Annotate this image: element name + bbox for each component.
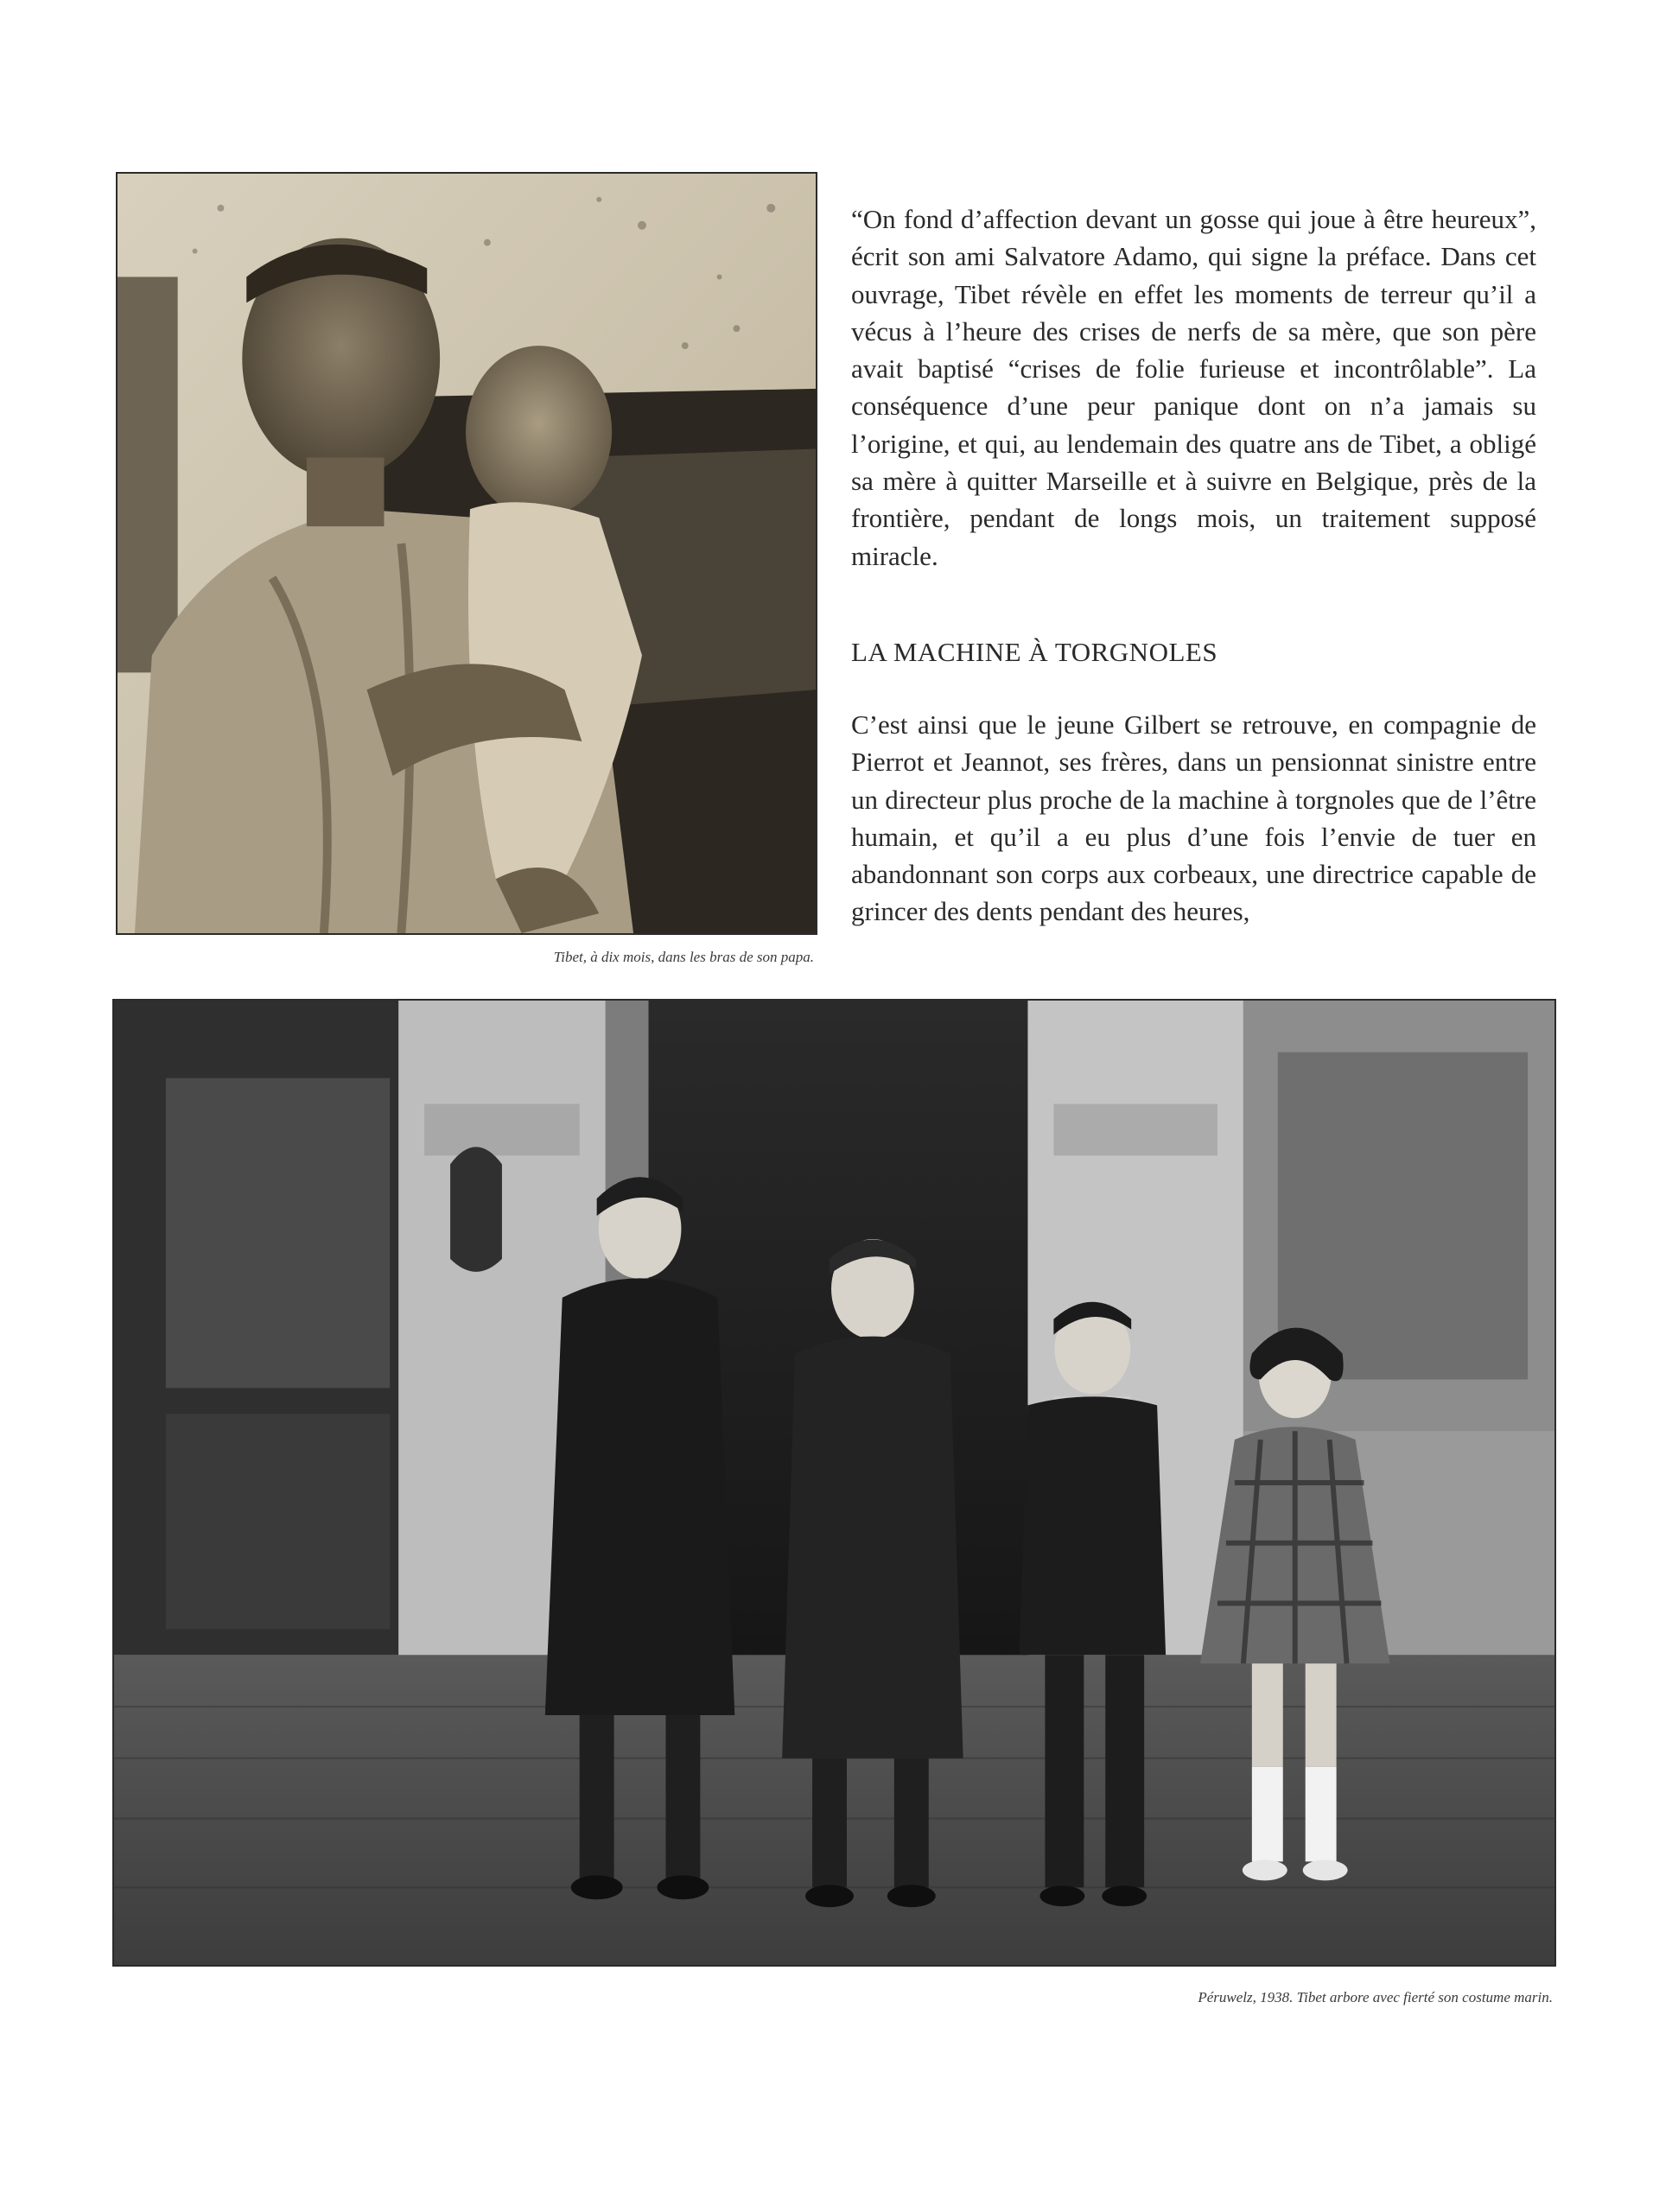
paragraph-2: C’est ainsi que le jeune Gilbert se retrouve, en compagnie de Pierrot et Jeannot, ses frères, dans un pensionnat sinistre entre un directeur plus proche de la machine à torgnoles que de l’être humain, et qu’il a eu plus d’une fois l’envie de tuer en abandonnant son corps aux corbeaux, une directrice capable de grincer des dents pendant des heures, — [851, 709, 1536, 927]
section-title: LA MACHINE À TORGNOLES — [851, 636, 1218, 667]
caption-photo-father-and-baby: Tibet, à dix mois, dans les bras de son papa. — [553, 949, 814, 965]
photo-four-children-image — [114, 1001, 1554, 1965]
photo-father-and-baby-image — [118, 174, 816, 933]
photo-father-and-baby — [116, 172, 817, 935]
paragraph-1: “On fond d’affection devant un gosse qui joue à être heureux”, écrit son ami Salvatore Adamo, qui signe la préface. Dans cet ouvrage, Tibet révèle en effet les moments de terreur qu’il a vécus à l’heure des crises de nerfs de sa mère, que son père avait baptisé “crises de folie furieuse et incontrôlable”. La conséquence d’une peur panique dont on n’a jamais su l’origine, et qui, au lendemain des quatre ans de Tibet, a obligé sa mère à quitter Marseille et à suivre en Belgique, près de la frontière, pendant de longs mois, un traitement supposé miracle. — [851, 204, 1536, 571]
photo-four-children — [112, 999, 1556, 1967]
caption-photo-four-children: Péruwelz, 1938. Tibet arbore avec fierté son costume marin. — [1198, 1989, 1553, 2005]
article-text-column — [851, 200, 1536, 931]
